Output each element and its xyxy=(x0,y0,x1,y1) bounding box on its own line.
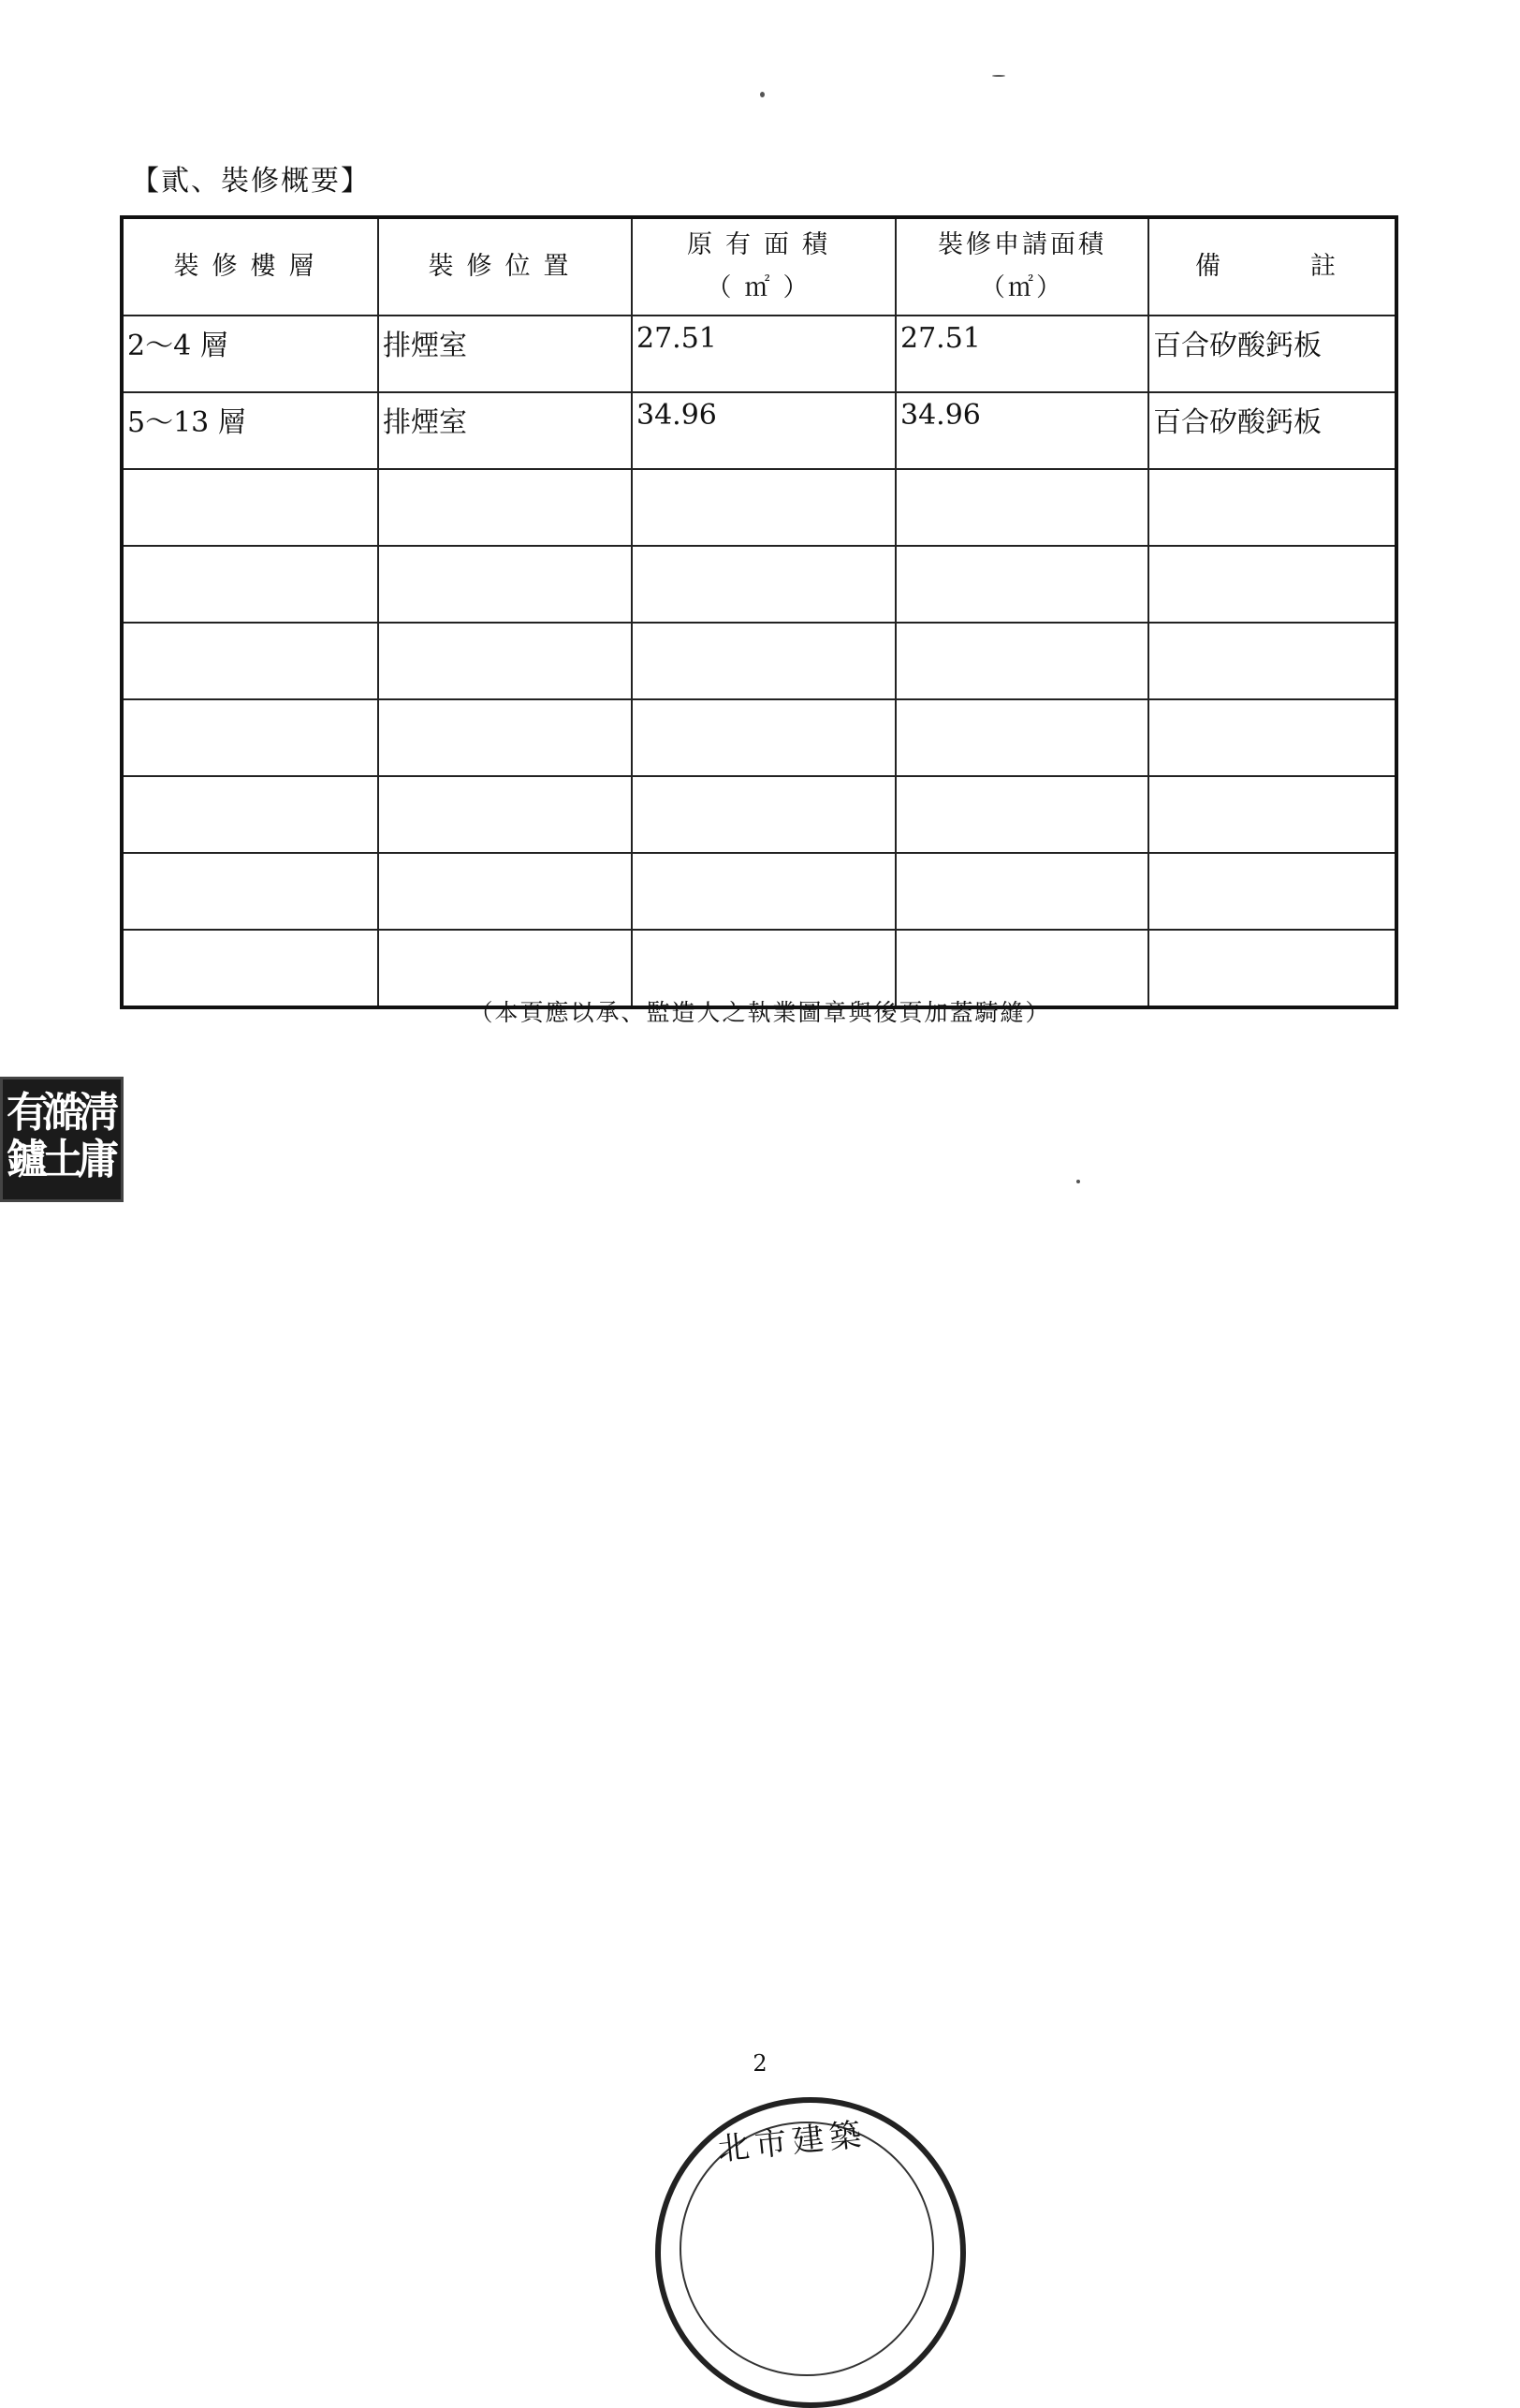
cell-original-area xyxy=(632,699,896,776)
seal-glyph: 有 xyxy=(7,1089,48,1137)
cell-applied-area xyxy=(896,623,1148,699)
seal-glyph: 鑪 xyxy=(7,1136,48,1183)
table-row xyxy=(122,853,1396,930)
cell-floor xyxy=(122,776,378,853)
cell-applied-area xyxy=(896,853,1148,930)
cell-remarks: 百合矽酸鈣板 xyxy=(1148,392,1396,469)
cell-remarks xyxy=(1148,699,1396,776)
cell-applied-area: 27.51 xyxy=(896,316,1148,392)
table-row xyxy=(122,699,1396,776)
cell-location: 排煙室 xyxy=(378,392,632,469)
seam-stamp-note: （本頁應以承、監造人之執業圖章與後頁加蓋騎縫） xyxy=(469,999,1051,1026)
round-seal-text: 北市建築 xyxy=(715,2115,870,2169)
cell-floor xyxy=(122,623,378,699)
cell-floor xyxy=(122,469,378,546)
cell-floor: 2～4 層 xyxy=(122,316,378,392)
cell-original-area: 34.96 xyxy=(632,392,896,469)
cell-location xyxy=(378,699,632,776)
cell-original-area xyxy=(632,469,896,546)
cell-location xyxy=(378,469,632,546)
seal-glyph: 淸 xyxy=(78,1089,119,1137)
cell-original-area xyxy=(632,546,896,623)
scan-speck xyxy=(1076,1180,1080,1183)
table-row xyxy=(122,392,1396,469)
seal-glyph: 澔 xyxy=(42,1089,83,1137)
cell-floor: 5～13 層 xyxy=(122,392,378,469)
cell-location xyxy=(378,546,632,623)
cell-floor xyxy=(122,853,378,930)
header-floor: 裝修樓層 xyxy=(122,217,378,316)
cell-original-area xyxy=(632,623,896,699)
cell-remarks: 百合矽酸鈣板 xyxy=(1148,316,1396,392)
cell-remarks xyxy=(1148,853,1396,930)
cell-original-area xyxy=(632,853,896,930)
cell-location xyxy=(378,776,632,853)
cell-original-area xyxy=(632,776,896,853)
table-header-row xyxy=(122,217,1396,316)
scan-speck xyxy=(760,92,765,97)
cell-location xyxy=(378,623,632,699)
page-number: 2 xyxy=(753,2050,767,2077)
architect-seal-stamp xyxy=(0,1077,124,1202)
official-round-seal xyxy=(655,2097,966,2408)
cell-remarks xyxy=(1148,546,1396,623)
cell-floor xyxy=(122,699,378,776)
header-applied-area: 裝修申請面積 （㎡） xyxy=(896,217,1148,316)
cell-floor xyxy=(122,546,378,623)
cell-remarks xyxy=(1148,469,1396,546)
cell-remarks xyxy=(1148,623,1396,699)
header-location: 裝修位置 xyxy=(378,217,632,316)
table-row xyxy=(122,623,1396,699)
cell-applied-area: 34.96 xyxy=(896,392,1148,469)
cell-applied-area xyxy=(896,469,1148,546)
header-remarks: 備 註 xyxy=(1148,217,1396,316)
table-row xyxy=(122,546,1396,623)
renovation-summary-table xyxy=(120,215,1398,1009)
cell-applied-area xyxy=(896,776,1148,853)
cell-applied-area xyxy=(896,699,1148,776)
table-row xyxy=(122,469,1396,546)
cell-location: 排煙室 xyxy=(378,316,632,392)
header-original-area: 原有面積 （㎡） xyxy=(632,217,896,316)
seal-glyph: 庸 xyxy=(78,1136,119,1183)
cell-location xyxy=(378,853,632,930)
table-row xyxy=(122,316,1396,392)
cell-remarks xyxy=(1148,776,1396,853)
cell-applied-area xyxy=(896,546,1148,623)
section-heading: 【貳、裝修概要】 xyxy=(131,165,371,198)
scan-speck xyxy=(992,75,1005,77)
seal-glyph: 土 xyxy=(42,1136,83,1183)
cell-original-area: 27.51 xyxy=(632,316,896,392)
table-row xyxy=(122,776,1396,853)
